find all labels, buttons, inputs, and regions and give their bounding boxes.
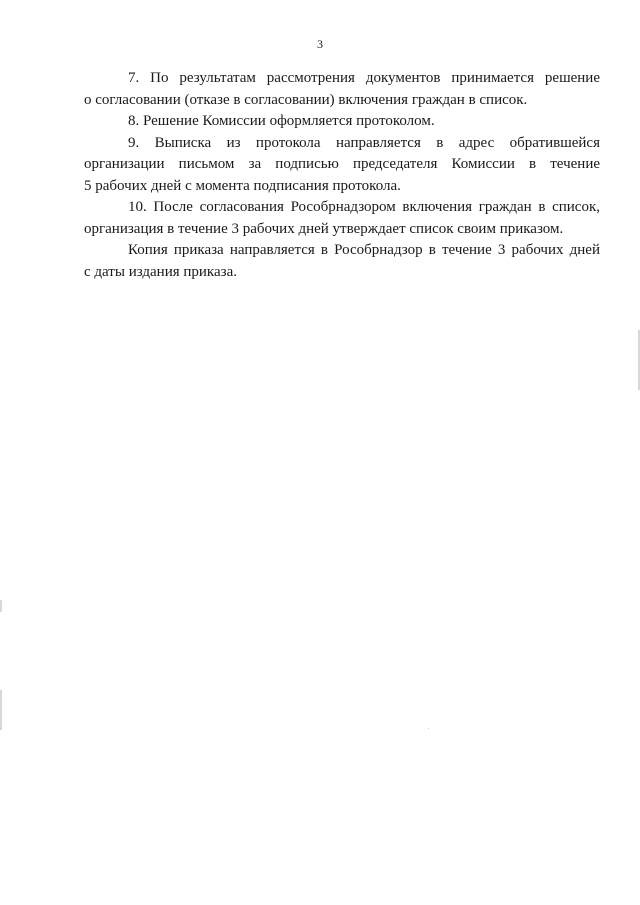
paragraph-line: 7. По результатам рассмотрения документов принимается решение [128,70,600,86]
paragraph-line: 8. Решение Комиссии оформляется протоколом. [128,113,435,129]
paragraph-9 [84,133,600,198]
scan-edge-mark [0,600,2,612]
paragraph-line: 5 рабочих дней с момента подписания протокола. [84,177,401,194]
scan-edge-mark [0,690,2,730]
scan-dot [428,728,429,729]
paragraph-7 [84,68,600,111]
paragraph-10 [84,197,600,240]
page-number: 3 [317,37,323,51]
paragraph-line: Копия приказа направляется в Рособрнадзор в течение 3 рабочих дней [128,242,600,258]
paragraph-line: 9. Выписка из протокола направляется в адрес обратившейся [128,134,600,151]
paragraph-line: 10. После согласования Рособрнадзором включения граждан в список, [128,199,600,215]
paragraph-11 [84,240,600,283]
paragraph-8 [84,111,600,133]
paragraph-line: о согласовании (отказе в согласовании) включения граждан в список. [84,91,528,108]
paragraph-line: организации письмом за подписью председателя Комиссии в течение [84,156,600,172]
paragraph-line: с даты издания приказа. [84,263,237,280]
paragraph-line: организация в течение 3 рабочих дней утверждает список своим приказом. [84,220,564,237]
document-body [84,68,600,283]
